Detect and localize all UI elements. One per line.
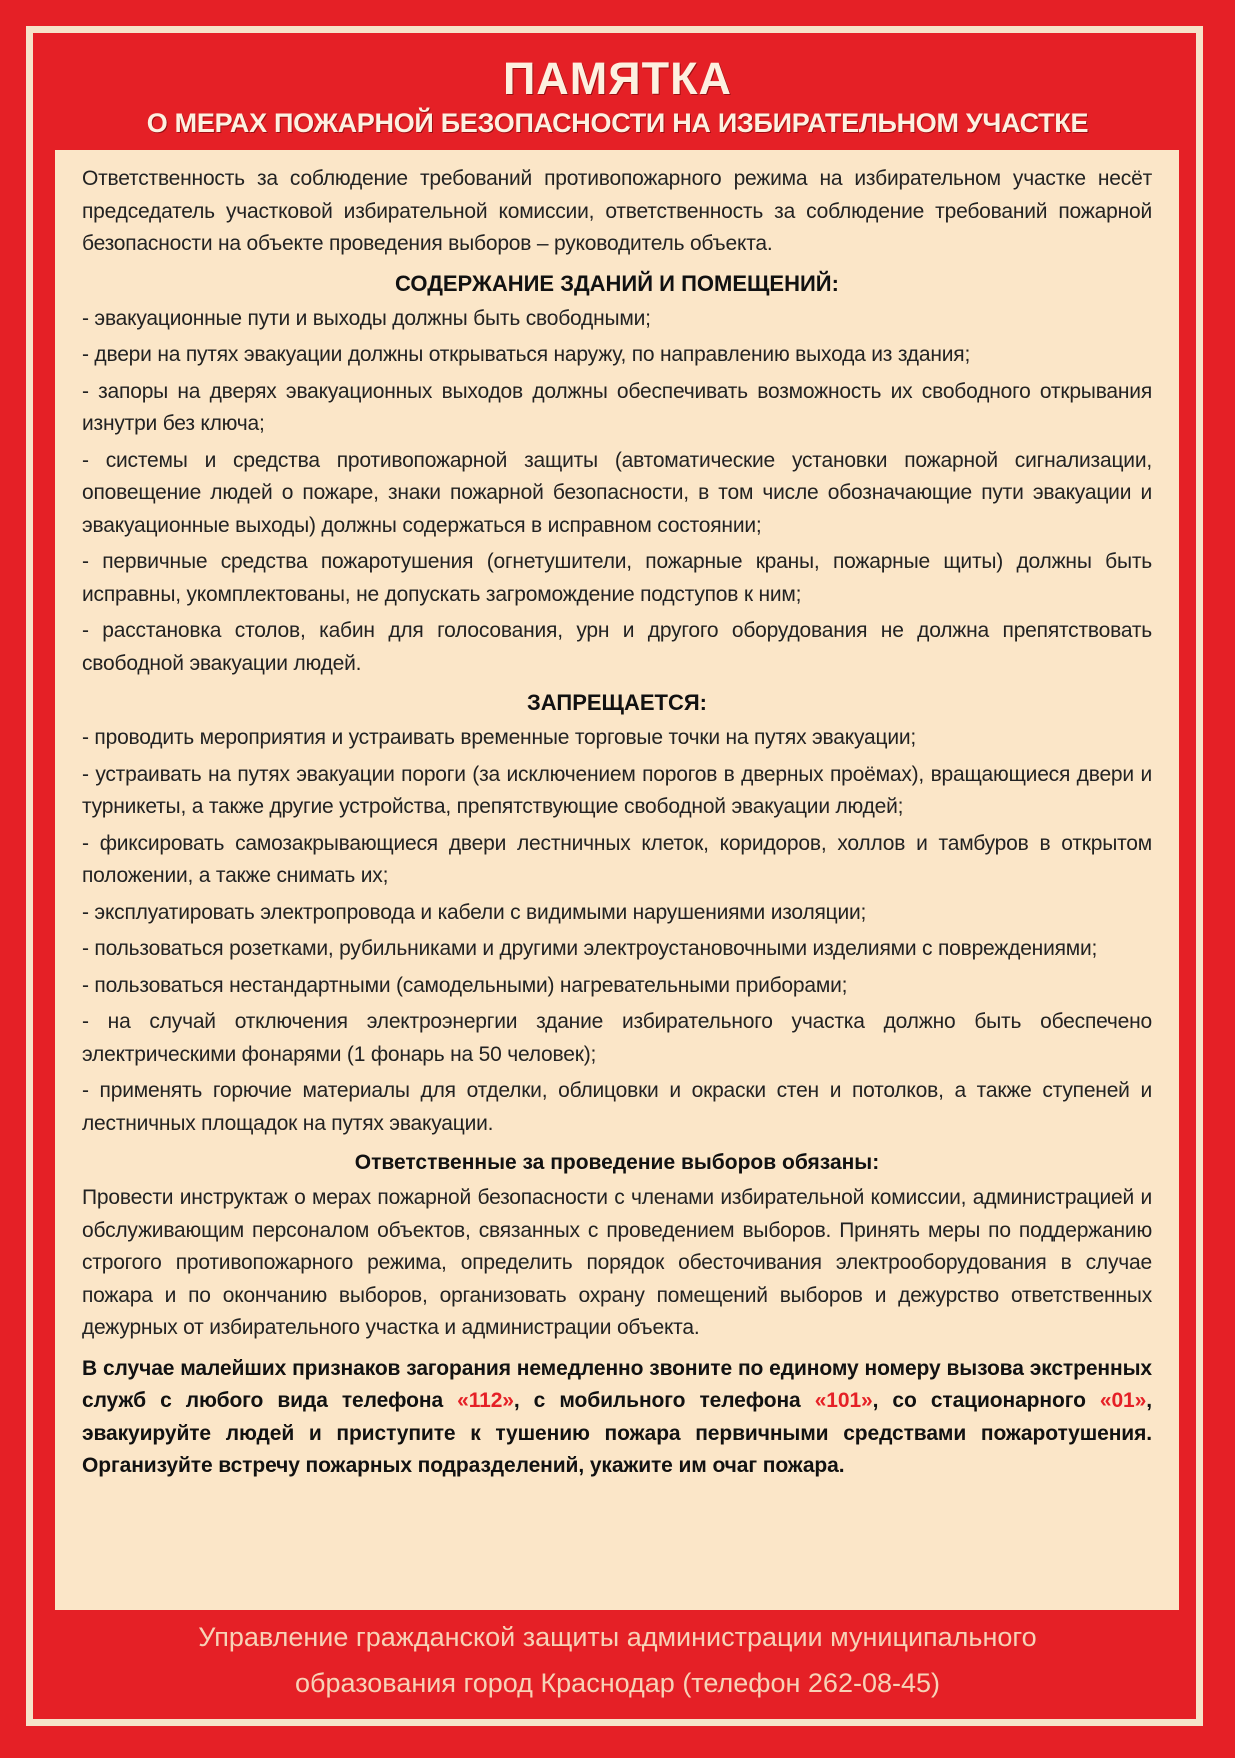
list-item: - запоры на дверях эвакуационных выходов должны обеспечивать возможность их свободного открывания изнутри без ключа; [82, 379, 1152, 435]
poster-title: ПАМЯТКА [502, 53, 733, 104]
poster-footer [33, 1614, 1202, 1706]
list-item: - применять горючие материалы для отделки, облицовки и окраски стен и потолков, а также ступеней и лестничных площадок на путях эвакуации. [82, 1079, 1152, 1135]
list-item: - расстановка столов, кабин для голосования, урн и другого оборудования не должна препятствовать свободной эвакуации людей. [82, 619, 1152, 675]
emergency-text: В случае малейших признаков загорания немедленно звоните по единому номеру вызова экстренных служб с любого вида телефона [82, 1356, 1152, 1412]
intro-paragraph: Ответственность за соблюдение требований противопожарного режима на избирательном участке несёт председатель участковой избирательной комиссии, ответственность за соблюдение требований пожарной безопасности на объекте проведения выборов – руководитель объекта. [82, 167, 1152, 255]
emergency-text: , со стационарного [872, 1389, 1100, 1412]
phone-number-01: «01» [1099, 1389, 1147, 1412]
section-heading-responsibilities: Ответственные за проведение выборов обязаны: [354, 1151, 880, 1174]
phone-number-101: «101» [814, 1389, 873, 1412]
emergency-paragraph [82, 1353, 1152, 1483]
list-item: - первичные средства пожаротушения (огнетушители, пожарные краны, пожарные щиты) должны быть исправны, укомплектованы, не допускать загромождение подступов к ним; [82, 550, 1152, 606]
footer-line-2: образования город Краснодар (телефон 262-08-45) [295, 1668, 940, 1698]
footer-line-1: Управление гражданской защиты администрации муниципального [198, 1622, 1037, 1652]
list-item: - проводить мероприятия и устраивать временные торговые точки на путях эвакуации; [82, 726, 917, 749]
emergency-text: , с мобильного телефона [513, 1389, 815, 1412]
content-panel [55, 150, 1179, 1610]
list-item: - устраивать на путях эвакуации пороги (за исключением порогов в дверных проёмах), вращающиеся двери и турникеты, а также другие устройства, препятствующие свободной эвакуации людей; [82, 762, 1152, 818]
list-item: - пользоваться розетками, рубильниками и другими электроустановочными изделиями с повреждениями; [82, 937, 1098, 960]
poster-subtitle: О МЕРАХ ПОЖАРНОЙ БЕЗОПАСНОСТИ НА ИЗБИРАТЕЛЬНОМ УЧАСТКЕ [146, 108, 1089, 138]
responsibilities-paragraph: Провести инструктаж о мерах пожарной безопасности с членами избирательной комиссии, администрацией и обслуживающим персоналом объектов, связанных с проведением выборов. Принять меры по поддержанию строгого противопожарного режима, определить порядок обесточивания электрооборудования в случае пожара и по окончанию выборов, организовать охрану помещений выборов и дежурство ответственных дежурных от избирательного участка и администрации объекта. [82, 1186, 1152, 1339]
section-heading-prohibited: ЗАПРЕЩАЕТСЯ: [527, 690, 707, 715]
list-item: - эвакуационные пути и выходы должны быть свободными; [82, 306, 651, 330]
phone-number-112: «112» [457, 1389, 514, 1412]
poster-header [33, 54, 1202, 140]
list-item: - пользоваться нестандартными (самодельными) нагревательными приборами; [82, 973, 848, 997]
list-item: - системы и средства противопожарной защиты (автоматические установки пожарной сигнализации, оповещение людей о пожаре, знаки пожарной безопасности, в том числе обозначающие пути эвакуации и эвакуационные выходы) должны содержаться в исправном состоянии; [82, 448, 1152, 537]
list-item: - фиксировать самозакрывающиеся двери лестничных клеток, коридоров, холлов и тамбуров в открытом положении, а также снимать их; [82, 831, 1152, 887]
list-item: - двери на путях эвакуации должны открываться наружу, по направлению выхода из здания; [82, 343, 971, 366]
list-item: - эксплуатировать электропровода и кабели с видимыми нарушениями изоляции; [82, 900, 867, 924]
emergency-text: , эвакуируйте людей и приступите к тушению пожара первичными средствами пожаротушения. Организуйте встречу пожарных подразделений, укажите им очаг пожара. [82, 1389, 1152, 1477]
list-item: - на случай отключения электроэнергии здание избирательного участка должно быть обеспечено электрическими фонарями (1 фонарь на 50 человек); [82, 1010, 1152, 1066]
section-heading-buildings: СОДЕРЖАНИЕ ЗДАНИЙ И ПОМЕЩЕНИЙ: [395, 270, 839, 296]
